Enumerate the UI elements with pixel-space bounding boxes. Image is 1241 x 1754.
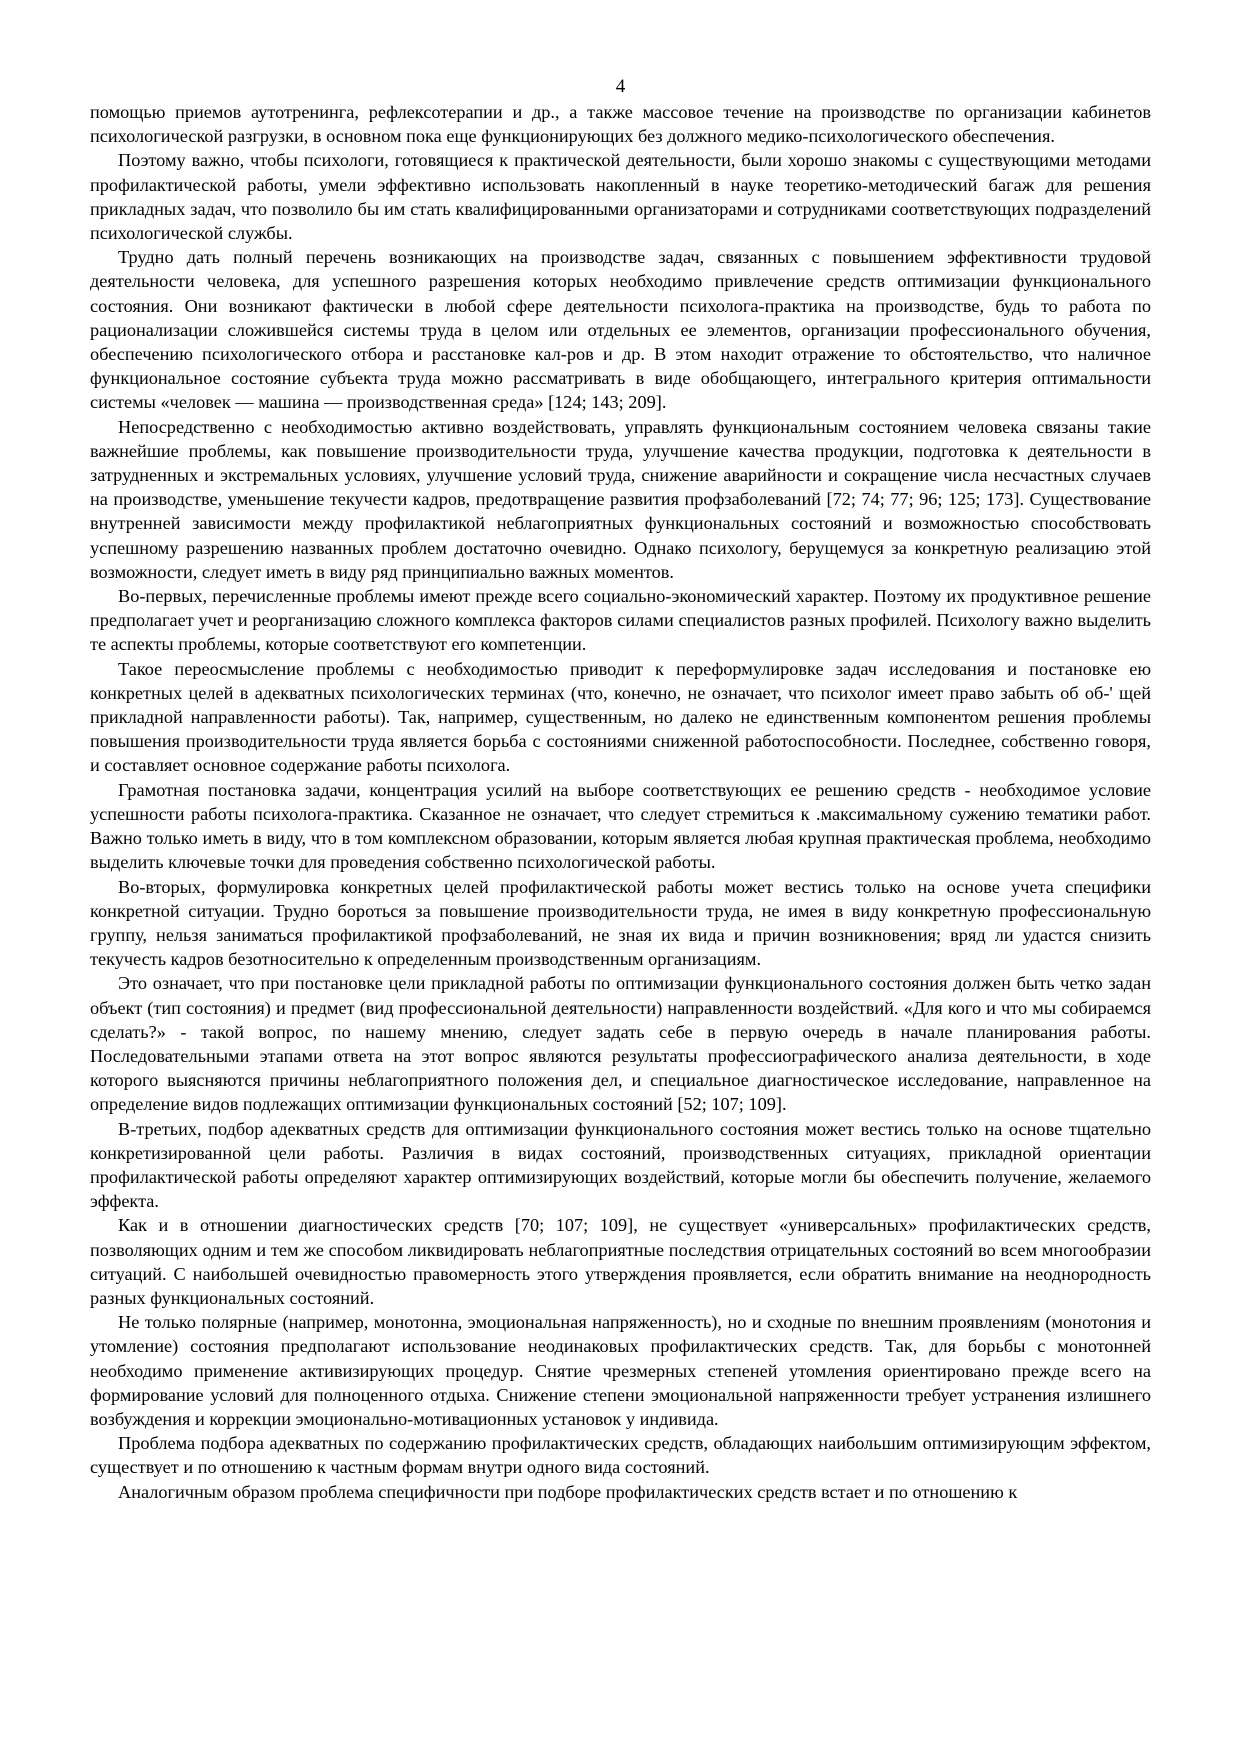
paragraph: Проблема подбора адекватных по содержанию профилактических средств, обладающих наибольшим оптимизирующим эффектом, существует и по отношению к частным формам внутри одного вида состояний. [90,1433,1151,1478]
paragraph: Во-первых, перечисленные проблемы имеют прежде всего социально-экономический характер. Поэтому их продуктивное решение предполагает учет и реорганизацию сложного комплекса факторов силами специалистов разных профилей. Психологу важно выделить те аспекты проблемы, которые соответствуют его компетенции. [90,586,1151,655]
paragraph: Такое переосмысление проблемы с необходимостью приводит к переформулировке задач исследования и постановке ею конкретных целей в адекватных психологических терминах (что, конечно, не означает, что психолог имеет право забыть об об-' щей прикладной направленности работы). Так, например, существенным, но далеко не единственным компонентом решения проблемы повышения производительности труда является борьба с состояниями сниженной работоспособности. Последнее, собственно говоря, и составляет основное содержание работы психолога. [90,658,1151,776]
paragraph: Это означает, что при постановке цели прикладной работы по оптимизации функционального состояния должен быть четко задан объект (тип состояния) и предмет (вид профессиональной деятельности) направленности воздействий. «Для кого и что мы собираемся сделать?» - такой вопрос, по нашему мнению, следует задать себе в первую очередь в начале планирования работы. Последовательными этапами ответа на этот вопрос являются результаты профессиографического анализа деятельности, в ходе которого выясняются причины неблагоприятного положения дел, и специальное диагностическое исследование, направленное на определение видов подлежащих оптимизации функциональных состояний [52; 107; 109]. [90,973,1151,1115]
paragraph: помощью приемов аутотренинга, рефлексотерапии и др., а также массовое течение на производстве по организации кабинетов психологической разгрузки, в основном пока еще функционирующих без должного медико-психологического обеспечения. [90,102,1151,147]
paragraph: Во-вторых, формулировка конкретных целей профилактической работы может вестись только на основе учета специфики конкретной ситуации. Трудно бороться за повышение производительности труда, не имея в виду конкретную профессиональную группу, нельзя заниматься профилактикой профзаболеваний, не зная их вида и причин возникновения; вряд ли удастся снизить текучесть кадров безотносительно к определенным производственным организациям. [90,876,1151,970]
paragraph: Не только полярные (например, монотонна, эмоциональная напряженность), но и сходные по внешним проявлениям (монотония и утомление) состояния предполагают использование неодинаковых профилактических средств. Так, для борьбы с монотонней необходимо применение активизирующих процедур. Снятие чрезмерных степеней утомления ориентировано прежде всего на формирование условий для полноценного отдыха. Снижение степени эмоциональной напряженности требует устранения излишнего возбуждения и коррекции эмоционально-мотивационных установок у индивида. [90,1312,1151,1429]
paragraph: В-третьих, подбор адекватных средств для оптимизации функционального состояния может вестись только на основе тщательно конкретизированной цели работы. Различия в видах состояний, производственных ситуациях, прикладной ориентации профилактической работы определяют характер оптимизирующих воздействий, которые могли бы обеспечить получение, желаемого эффекта. [90,1118,1151,1212]
paragraph: Непосредственно с необходимостью активно воздействовать, управлять функциональным состоянием человека связаны такие важнейшие проблемы, как повышение производительности труда, улучшение качества продукции, подготовка к деятельности в затрудненных и экстремальных условиях, улучшение условий труда, снижение аварийности и сокращение числа несчастных случаев на производстве, уменьшение текучести кадров, предотвращение развития профзаболеваний [72; 74; 77; 96; 125; 173]. Существование внутренней зависимости между профилактикой неблагоприятных функциональных состояний и возможностью способствовать успешному разрешению названных проблем достаточно очевидно. Однако психологу, берущемуся за конкретную реализацию этой возможности, следует иметь в виду ряд принципиально важных моментов. [90,416,1151,582]
paragraph: Как и в отношении диагностических средств [70; 107; 109], не существует «универсальных» профилактических средств, позволяющих одним и тем же способом ликвидировать неблагоприятные последствия отрицательных состояний во всем многообразии ситуаций. С наибольшей очевидностью правомерность этого утверждения проявляется, если обратить внимание на неоднородность разных функциональных состояний. [90,1215,1151,1308]
paragraph: Аналогичным образом проблема специфичности при подборе профилактических средств встает и по отношению к [118,1481,1018,1502]
paragraph: Трудно дать полный перечень возникающих на производстве задач, связанных с повышением эффективности трудовой деятельности человека, для успешного разрешения которых необходимо привлечение средств оптимизации функционального состояния. Они возникают фактически в любой сфере деятельности психолога-практика на производстве, будь то работа по рационализации сложившейся системы труда в целом или отдельных ее элементов, организации профессионального обучения, обеспечению психологического отбора и расстановке кал-ров и др. В этом находит отражение то обстоятельство, что наличное функциональное состояние субъекта труда можно рассматривать в виде обобщающего, интегрального критерия оптимальности системы «человек — машина — производственная среда» [124; 143; 209]. [90,247,1151,413]
paragraph: Грамотная постановка задачи, концентрация усилий на выборе соответствующих ее решению средств - необходимое условие успешности работы психолога-практика. Сказанное не означает, что следует стремиться к .максимальному сужению тематики работ. Важно только иметь в виду, что в том комплексном образовании, которым является любая крупная практическая проблема, необходимо выделить ключевые точки для проведения собственно психологической работы. [90,779,1151,873]
body-text [90,100,1151,1504]
paragraph: Поэтому важно, чтобы психологи, готовящиеся к практической деятельности, были хорошо знакомы с существующими методами профилактической работы, умели эффективно использовать накопленный в науке теоретико-методический багаж для решения прикладных задач, что позволило бы им стать квалифицированными организаторами и сотрудниками соответствующих подразделений психологической службы. [90,150,1151,244]
page-number: 4 [615,76,626,97]
